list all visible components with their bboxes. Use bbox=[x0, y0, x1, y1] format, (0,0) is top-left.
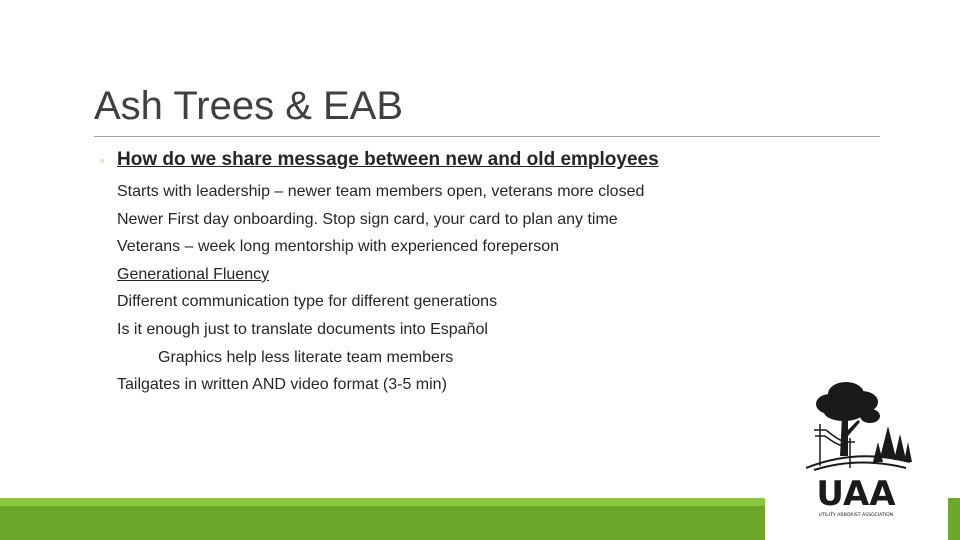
logo-wordmark: UAA bbox=[816, 474, 896, 514]
footer-band-light bbox=[0, 498, 765, 506]
footer-corner-block bbox=[948, 498, 960, 540]
body-line-leadership: Starts with leadership – newer team members open, veterans more closed bbox=[117, 183, 645, 200]
ground-icon bbox=[806, 456, 910, 470]
body-line-veterans: Veterans – week long mentorship with experienced foreperson bbox=[117, 238, 560, 256]
bullet-heading-row bbox=[100, 149, 780, 175]
body-line-generational-fluency: Generational Fluency bbox=[117, 265, 270, 283]
title-divider bbox=[94, 136, 880, 137]
bullet-heading: How do we share message between new and old employees bbox=[117, 149, 659, 170]
body-line-translate: Is it enough just to translate documents into Español bbox=[117, 320, 488, 338]
logo-tagline: UTILITY ARBORIST ASSOCIATION bbox=[818, 513, 894, 518]
body-line-graphics: Graphics help less literate team members bbox=[158, 348, 454, 366]
uaa-logo bbox=[798, 376, 914, 520]
body-line-onboarding: Newer First day onboarding. Stop sign card, your card to plan any time bbox=[117, 210, 618, 228]
tree-icon bbox=[816, 382, 880, 456]
body-text bbox=[117, 178, 777, 399]
bullet-icon: ◦ bbox=[100, 153, 105, 168]
slide-title: Ash Trees & EAB bbox=[94, 84, 404, 128]
body-line-tailgates: Tailgates in written AND video format (3-5 min) bbox=[117, 376, 447, 394]
body-line-communication: Different communication type for different generations bbox=[117, 293, 498, 311]
footer-band-dark bbox=[0, 506, 765, 540]
